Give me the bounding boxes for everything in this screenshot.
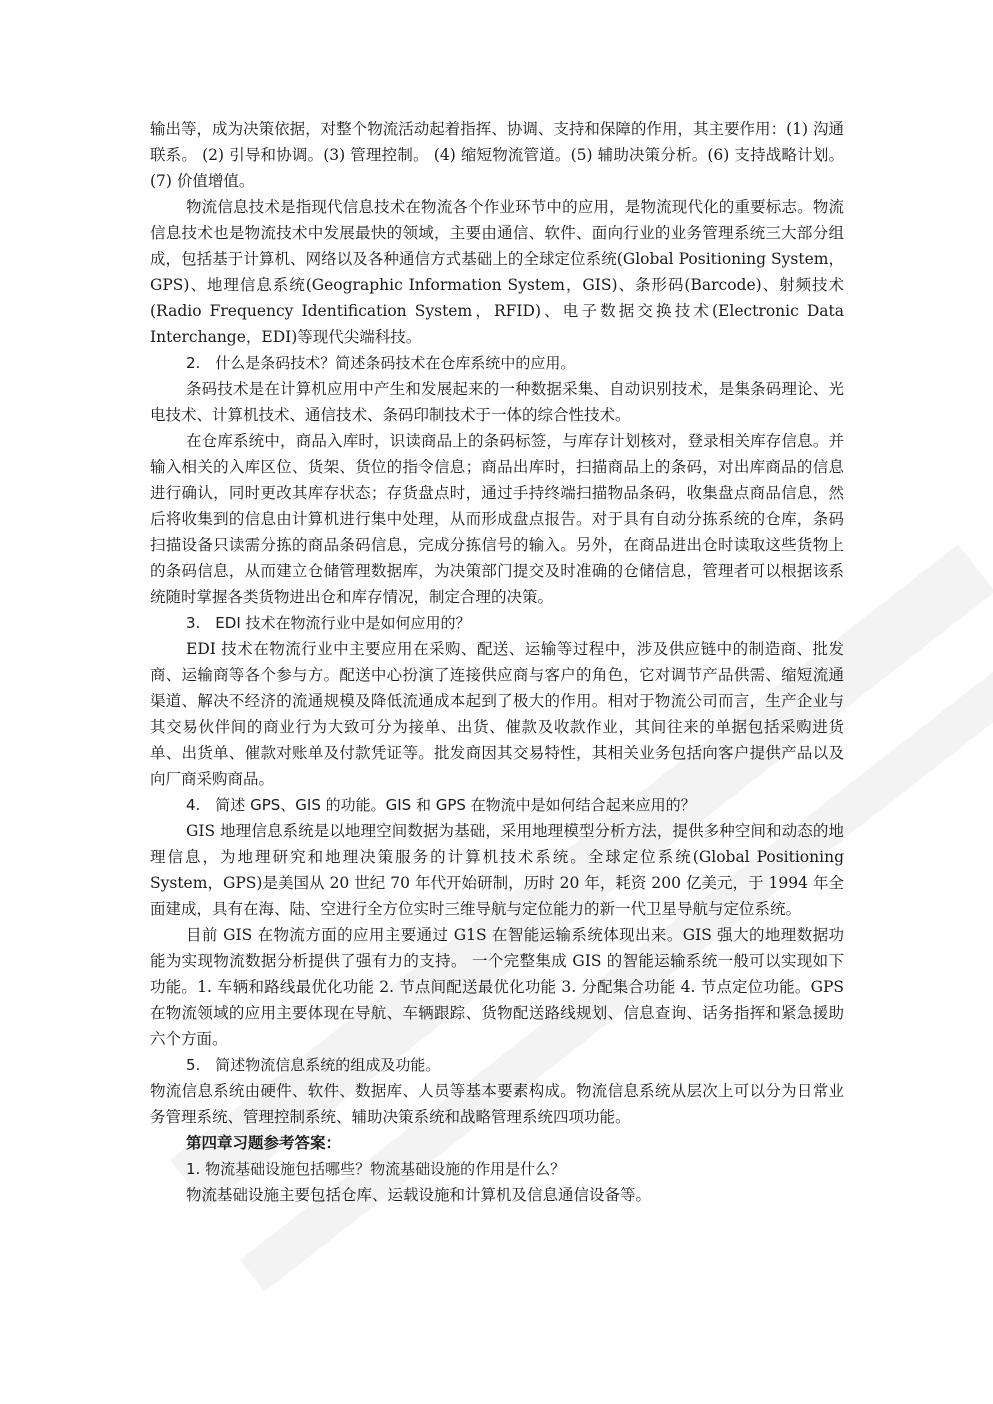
- question-5: 5. 简述物流信息系统的组成及功能。: [186, 1056, 441, 1074]
- question-2: 2. 什么是条码技术？简述条码技术在仓库系统中的应用。: [186, 354, 576, 372]
- paragraph-5: EDI 技术在物流行业中主要应用在采购、配送、运输等过程中，涉及供应链中的制造商、批发商、运输商等各个参与方。配送中心扮演了连接供应商与客户的角色，它对调节产品供需、缩短流通渠道、解决不经济的流通规模及降低流通成本起到了极大的作用。相对于物流公司而言，生产企业与其交易伙伴间的商业行为大致可分为接单、出货、催款及收款作业，其间往来的单据包括采购进货单、出货单、催款对账单及付款凭证等。批发商因其交易特性，其相关业务包括向客户提供产品以及向厂商采购商品。: [150, 640, 844, 788]
- paragraph-4: 在仓库系统中，商品入库时，识读商品上的条码标签，与库存计划核对，登录相关库存信息。并输入相关的入库区位、货架、货位的指令信息；商品出库时，扫描商品上的条码，对出库商品的信息进行确认，同时更改其库存状态；存货盘点时，通过手持终端扫描物品条码，收集盘点商品信息，然后将收集到的信息由计算机进行集中处理，从而形成盘点报告。对于具有自动分拣系统的仓库，条码扫描设备只读需分拣的商品条码信息，完成分拣信号的输入。另外，在商品进出仓时读取这些货物上的条码信息，从而建立仓储管理数据库，为决策部门提交及时准确的仓储信息，管理者可以根据该系统随时掌握各类货物进出仓和库存情况，制定合理的决策。: [150, 432, 844, 606]
- paragraph-2: 物流信息技术是指现代信息技术在物流各个作业环节中的应用，是物流现代化的重要标志。物流信息技术也是物流技术中发展最快的领域，主要由通信、软件、面向行业的业务管理系统三大部分组成，包括基于计算机、网络以及各种通信方式基础上的全球定位系统(Global Positioning System，GPS)、地理信息系统(Geographic Information System，GIS)、条形码(Barcode)、射频技术(Radio Frequency Identification System，RFID)、电子数据交换技术(Electronic Data Interchange，EDI)等现代尖端科技。: [150, 198, 844, 346]
- chapter-heading: 第四章习题参考答案：: [186, 1133, 342, 1152]
- document-page: [150, 116, 844, 1208]
- paragraph-1: 输出等，成为决策依据，对整个物流活动起着指挥、协调、支持和保障的作用，其主要作用：(1) 沟通联系。 (2) 引导和协调。(3) 管理控制。 (4) 缩短物流管道。(5) 辅助决策分析。(6) 支持战略计划。(7) 价值增值。: [150, 120, 844, 190]
- question-4: 4. 简述 GPS、GIS 的功能。GIS 和 GPS 在物流中是如何结合起来应用的？: [186, 796, 696, 814]
- question-3: 3. EDI 技术在物流行业中是如何应用的？: [186, 614, 471, 632]
- paragraph-3: 条码技术是在计算机应用中产生和发展起来的一种数据采集、自动识别技术，是集条码理论、光电技术、计算机技术、通信技术、条码印制技术于一体的综合性技术。: [150, 380, 844, 424]
- question-1-ch4: 1. 物流基础设施包括哪些？物流基础设施的作用是什么？: [186, 1160, 566, 1178]
- paragraph-6: GIS 地理信息系统是以地理空间数据为基础，采用地理模型分析方法，提供多种空间和动态的地理信息，为地理研究和地理决策服务的计算机技术系统。全球定位系统(Global Positioning System，GPS)是美国从 20 世纪 70 年代开始研制，历时 20 年，耗资 200 亿美元，于 1994 年全面建成，具有在海、陆、空进行全方位实时三维导航与定位能力的新一代卫星导航与定位系统。: [150, 822, 844, 918]
- paragraph-7: 目前 GIS 在物流方面的应用主要通过 G1S 在智能运输系统体现出来。GIS 强大的地理数据功能为实现物流数据分析提供了强有力的支持。 一个完整集成 GIS 的智能运输系统一般可以实现如下功能。1. 车辆和路线最优化功能 2. 节点间配送最优化功能 3. 分配集合功能 4. 节点定位功能。GPS 在物流领域的应用主要体现在导航、车辆跟踪、货物配送路线规划、信息查询、话务指挥和紧急援助六个方面。: [150, 926, 844, 1048]
- paragraph-8: 物流信息系统由硬件、软件、数据库、人员等基本要素构成。物流信息系统从层次上可以分为日常业务管理系统、管理控制系统、辅助决策系统和战略管理系统四项功能。: [150, 1082, 844, 1126]
- paragraph-9: 物流基础设施主要包括仓库、运载设施和计算机及信息通信设备等。: [186, 1186, 652, 1204]
